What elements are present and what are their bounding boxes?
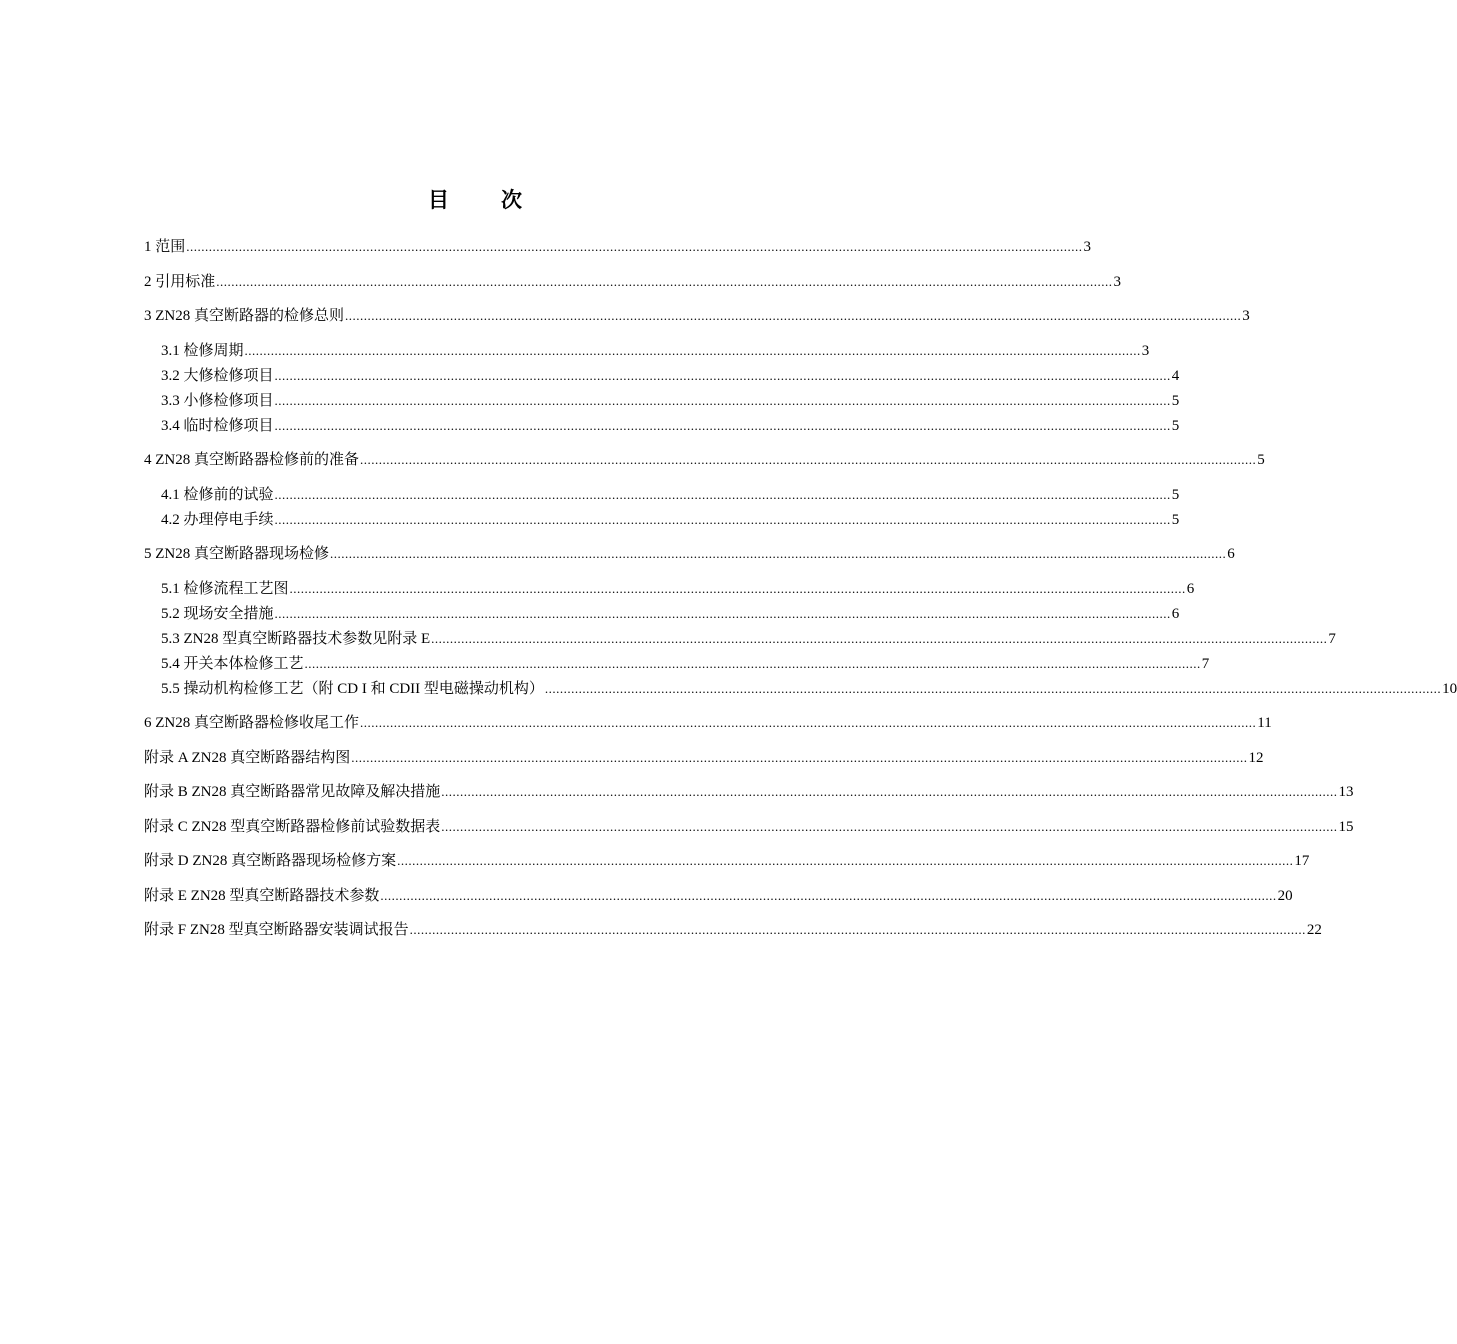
toc-entry-page-number: 5 bbox=[1171, 417, 1180, 434]
toc-entry[interactable] bbox=[144, 676, 1457, 701]
toc-dot-leader: ............................................................................................................................................................................................................................................... bbox=[274, 417, 1171, 433]
toc-entry-page-number: 22 bbox=[1306, 922, 1322, 938]
toc-entry-label: 5.4 开关本体检修工艺 bbox=[161, 655, 304, 672]
toc-entry[interactable] bbox=[144, 269, 1122, 294]
toc-entry-label: 4 ZN28 真空断路器检修前的准备 bbox=[144, 452, 359, 468]
toc-entry-page-number: 6 bbox=[1171, 605, 1180, 622]
toc-dot-leader: ............................................................................................................................................................................................................................................... bbox=[216, 273, 1113, 289]
toc-entry-label: 5.3 ZN28 型真空断路器技术参数见附录 E bbox=[161, 630, 431, 647]
toc-entry[interactable] bbox=[144, 447, 1265, 472]
toc-entry-label: 5.2 现场安全措施 bbox=[161, 605, 274, 622]
toc-entry[interactable] bbox=[144, 745, 1264, 770]
toc-entry[interactable] bbox=[144, 601, 1180, 626]
toc-entry[interactable] bbox=[144, 848, 1310, 873]
toc-entry-label: 4.2 办理停电手续 bbox=[161, 511, 274, 528]
toc-dot-leader: ............................................................................................................................................................................................................................................... bbox=[274, 367, 1171, 383]
toc-entry[interactable] bbox=[144, 779, 1354, 804]
toc-entry[interactable] bbox=[144, 917, 1322, 942]
toc-title-left: 目 bbox=[428, 188, 449, 212]
toc-entry-page-number: 15 bbox=[1338, 818, 1354, 835]
toc-entry-label: 附录 C ZN28 型真空断路器检修前试验数据表 bbox=[144, 818, 441, 835]
toc-entry-label: 附录 E ZN28 型真空断路器技术参数 bbox=[144, 887, 380, 904]
toc-entry-label: 附录 D ZN28 真空断路器现场检修方案 bbox=[144, 853, 397, 869]
toc-dot-leader: ............................................................................................................................................................................................................................................... bbox=[274, 486, 1171, 502]
toc-entry-page-number: 3 bbox=[1141, 342, 1150, 359]
toc-title bbox=[0, 184, 950, 214]
toc-entry-page-number: 7 bbox=[1201, 655, 1210, 672]
toc-entry-page-number: 4 bbox=[1171, 367, 1180, 384]
toc-dot-leader: ............................................................................................................................................................................................................................................... bbox=[186, 239, 1083, 254]
toc-entry[interactable] bbox=[144, 363, 1180, 388]
toc-entry-label: 附录 A ZN28 真空断路器结构图 bbox=[144, 749, 351, 766]
toc-entry-page-number: 5 bbox=[1257, 452, 1265, 468]
toc-entry-label: 3 ZN28 真空断路器的检修总则 bbox=[144, 308, 344, 324]
toc-entry[interactable] bbox=[144, 651, 1210, 676]
toc-entry-page-number: 5 bbox=[1171, 511, 1180, 528]
toc-entry-page-number: 3 bbox=[1113, 273, 1122, 290]
toc-entry-page-number: 20 bbox=[1277, 887, 1293, 904]
toc-entry-page-number: 3 bbox=[1083, 239, 1092, 255]
toc-entry-page-number: 10 bbox=[1442, 680, 1457, 697]
toc-dot-leader: ............................................................................................................................................................................................................................................... bbox=[304, 655, 1201, 671]
toc-entry-label: 5.1 检修流程工艺图 bbox=[161, 580, 289, 597]
toc-entry[interactable] bbox=[144, 576, 1195, 601]
table-of-contents bbox=[144, 234, 1457, 942]
toc-entry-page-number: 5 bbox=[1171, 392, 1180, 409]
toc-entry-page-number: 12 bbox=[1248, 749, 1264, 766]
toc-entry[interactable] bbox=[144, 388, 1180, 413]
toc-entry-page-number: 5 bbox=[1171, 486, 1180, 503]
toc-entry[interactable] bbox=[144, 626, 1336, 651]
toc-dot-leader: ............................................................................................................................................................................................................................................... bbox=[274, 392, 1171, 408]
toc-entry-page-number: 6 bbox=[1186, 580, 1195, 597]
toc-dot-leader: ............................................................................................................................................................................................................................................... bbox=[360, 452, 1257, 467]
toc-dot-leader: ............................................................................................................................................................................................................................................... bbox=[397, 853, 1294, 868]
toc-dot-leader: ............................................................................................................................................................................................................................................... bbox=[380, 887, 1277, 903]
toc-entry-label: 3.4 临时检修项目 bbox=[161, 417, 274, 434]
toc-dot-leader: ............................................................................................................................................................................................................................................... bbox=[441, 818, 1338, 834]
toc-entry-label: 1 范围 bbox=[144, 239, 186, 255]
toc-dot-leader: ............................................................................................................................................................................................................................................... bbox=[274, 511, 1171, 527]
toc-dot-leader: ............................................................................................................................................................................................................................................... bbox=[330, 546, 1227, 561]
toc-dot-leader: ............................................................................................................................................................................................................................................... bbox=[544, 680, 1442, 696]
toc-dot-leader: ............................................................................................................................................................................................................................................... bbox=[360, 715, 1257, 730]
toc-dot-leader: ............................................................................................................................................................................................................................................... bbox=[274, 605, 1171, 621]
toc-entry[interactable] bbox=[144, 541, 1235, 566]
toc-entry-page-number: 7 bbox=[1328, 630, 1336, 647]
toc-entry-label: 附录 B ZN28 真空断路器常见故障及解决措施 bbox=[144, 784, 441, 800]
toc-entry[interactable] bbox=[144, 303, 1250, 328]
toc-entry[interactable] bbox=[144, 710, 1272, 735]
toc-entry-page-number: 11 bbox=[1257, 715, 1272, 731]
toc-entry-page-number: 13 bbox=[1338, 784, 1354, 800]
toc-entry-label: 6 ZN28 真空断路器检修收尾工作 bbox=[144, 715, 359, 731]
toc-entry[interactable] bbox=[144, 482, 1180, 507]
toc-entry[interactable] bbox=[144, 338, 1150, 363]
toc-dot-leader: ............................................................................................................................................................................................................................................... bbox=[289, 580, 1186, 596]
toc-entry-page-number: 17 bbox=[1294, 853, 1310, 869]
toc-title-right: 次 bbox=[501, 188, 522, 212]
toc-entry[interactable] bbox=[144, 814, 1354, 839]
toc-entry-label: 3.1 检修周期 bbox=[161, 342, 244, 359]
toc-entry[interactable] bbox=[144, 234, 1092, 259]
toc-entry[interactable] bbox=[144, 507, 1180, 532]
toc-entry[interactable] bbox=[144, 413, 1180, 438]
toc-dot-leader: ............................................................................................................................................................................................................................................... bbox=[409, 922, 1306, 937]
toc-dot-leader: ............................................................................................................................................................................................................................................... bbox=[244, 342, 1141, 358]
toc-dot-leader: ............................................................................................................................................................................................................................................... bbox=[441, 784, 1338, 799]
toc-entry-label: 4.1 检修前的试验 bbox=[161, 486, 274, 503]
toc-entry-label: 2 引用标准 bbox=[144, 273, 216, 290]
toc-entry-page-number: 3 bbox=[1242, 308, 1250, 324]
toc-entry-label: 5.5 操动机构检修工艺（附 CD I 和 CDII 型电磁操动机构） bbox=[161, 680, 544, 697]
toc-entry-page-number: 6 bbox=[1227, 546, 1235, 562]
toc-entry-label: 3.2 大修检修项目 bbox=[161, 367, 274, 384]
toc-dot-leader: ............................................................................................................................................................................................................................................... bbox=[351, 749, 1248, 765]
toc-entry-label: 附录 F ZN28 型真空断路器安装调试报告 bbox=[144, 922, 409, 938]
toc-dot-leader: ............................................................................................................................................................................................................................................... bbox=[345, 308, 1242, 323]
toc-dot-leader: ............................................................................................................................................................................................................................................... bbox=[431, 630, 1328, 646]
toc-entry-label: 5 ZN28 真空断路器现场检修 bbox=[144, 546, 329, 562]
toc-entry-label: 3.3 小修检修项目 bbox=[161, 392, 274, 409]
toc-entry[interactable] bbox=[144, 883, 1293, 908]
